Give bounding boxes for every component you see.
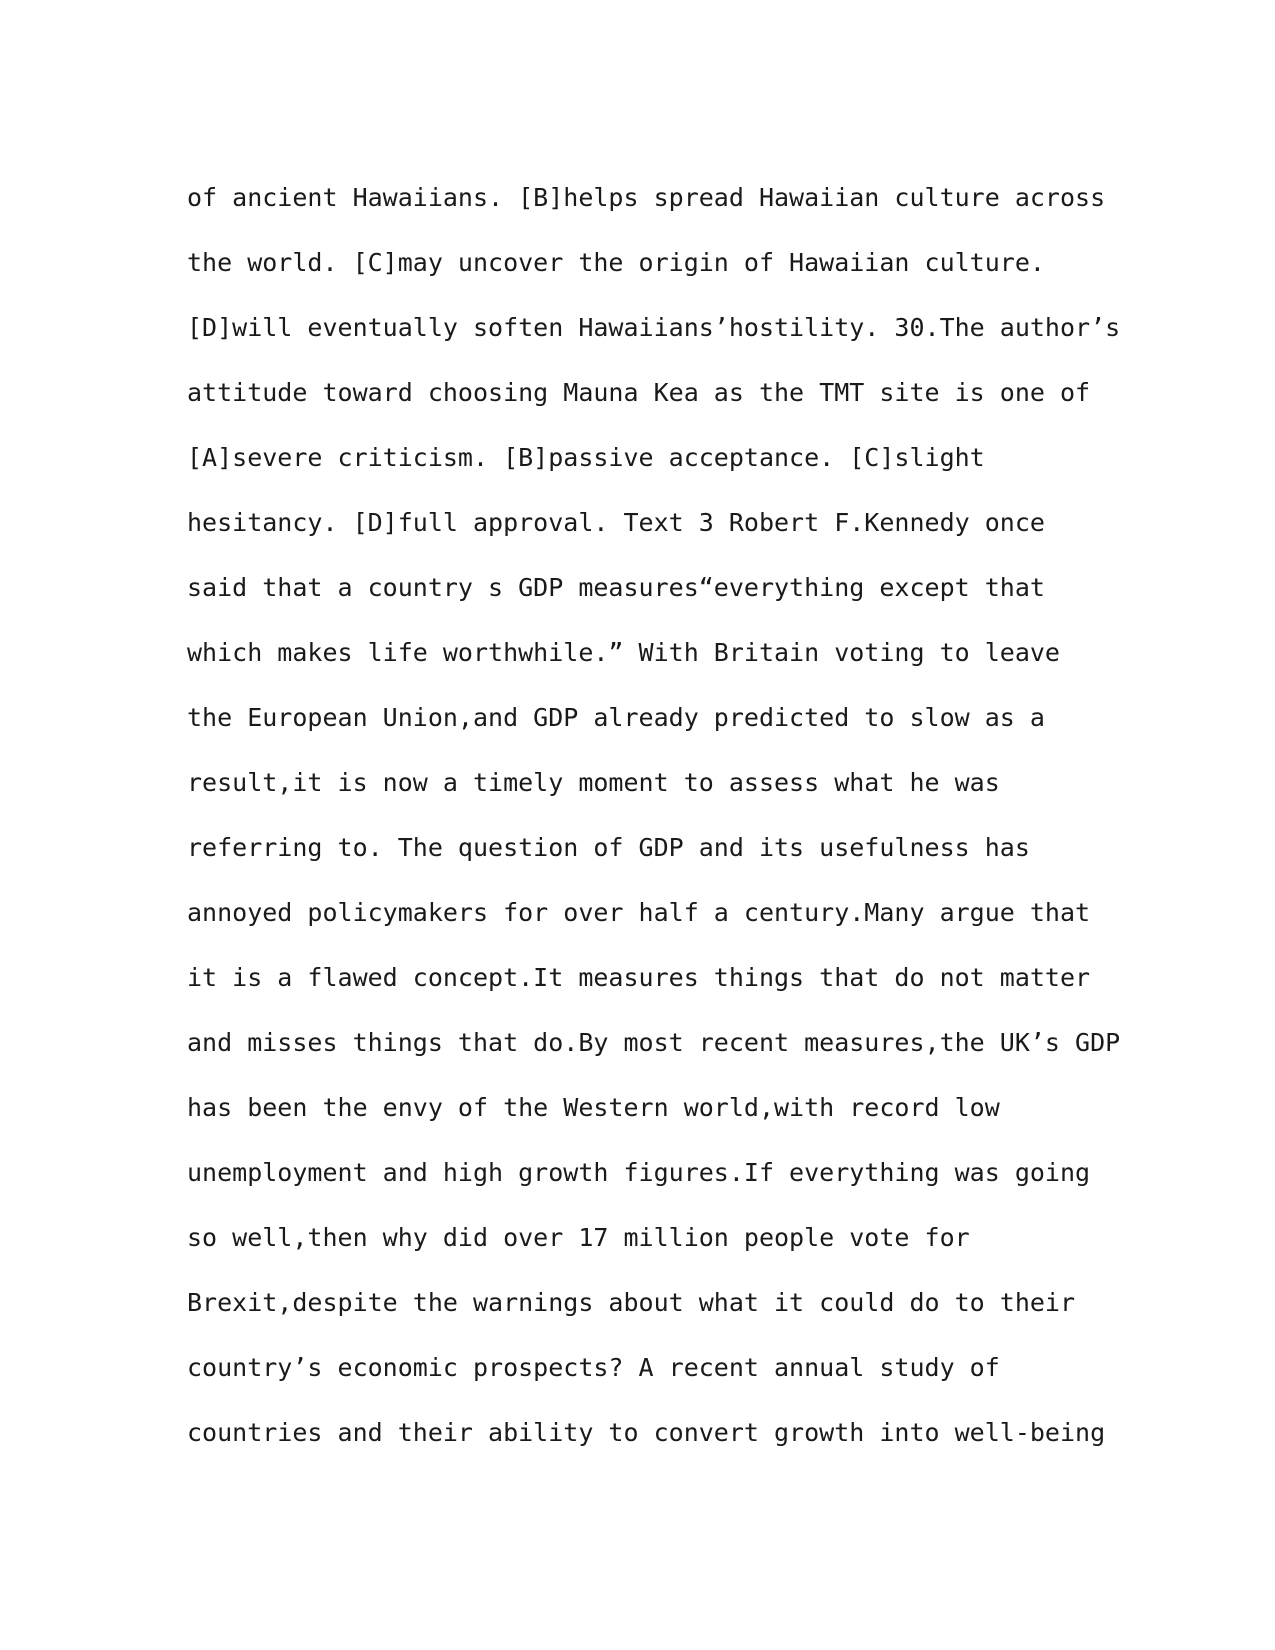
text-line: hesitancy. [D]full approval. Text 3 Robert F.Kennedy once [187, 508, 1045, 537]
text-line: Brexit,despite the warnings about what it could do to their [187, 1288, 1076, 1317]
text-line: countries and their ability to convert growth into well-being [187, 1418, 1106, 1447]
text-line: result,it is now a timely moment to assess what he was [187, 768, 1000, 797]
text-line: has been the envy of the Western world,with record low [187, 1093, 1000, 1122]
text-line: unemployment and high growth figures.If everything was going [187, 1158, 1091, 1187]
text-line: [A]severe criticism. [B]passive acceptance. [C]slight [187, 443, 985, 472]
text-line: and misses things that do.By most recent measures,the UK’s GDP [187, 1028, 1121, 1057]
text-line: annoyed policymakers for over half a century.Many argue that [187, 898, 1091, 927]
text-line: of ancient Hawaiians. [B]helps spread Hawaiian culture across [187, 183, 1106, 212]
text-line: referring to. The question of GDP and its usefulness has [187, 833, 1030, 862]
text-line: the European Union,and GDP already predicted to slow as a [187, 703, 1045, 732]
text-line: the world. [C]may uncover the origin of Hawaiian culture. [187, 248, 1045, 277]
text-line: said that a country s GDP measures“everything except that [187, 573, 1045, 602]
text-line: attitude toward choosing Mauna Kea as the TMT site is one of [187, 378, 1091, 407]
body-text [187, 165, 1121, 1465]
text-line: [D]will eventually soften Hawaiians’hostility. 30.The author’s [187, 313, 1121, 342]
text-line: which makes life worthwhile.” With Britain voting to leave [187, 638, 1060, 667]
text-line: so well,then why did over 17 million people vote for [187, 1223, 970, 1252]
text-line: country’s economic prospects? A recent annual study of [187, 1353, 1000, 1382]
text-line: it is a flawed concept.It measures things that do not matter [187, 963, 1091, 992]
